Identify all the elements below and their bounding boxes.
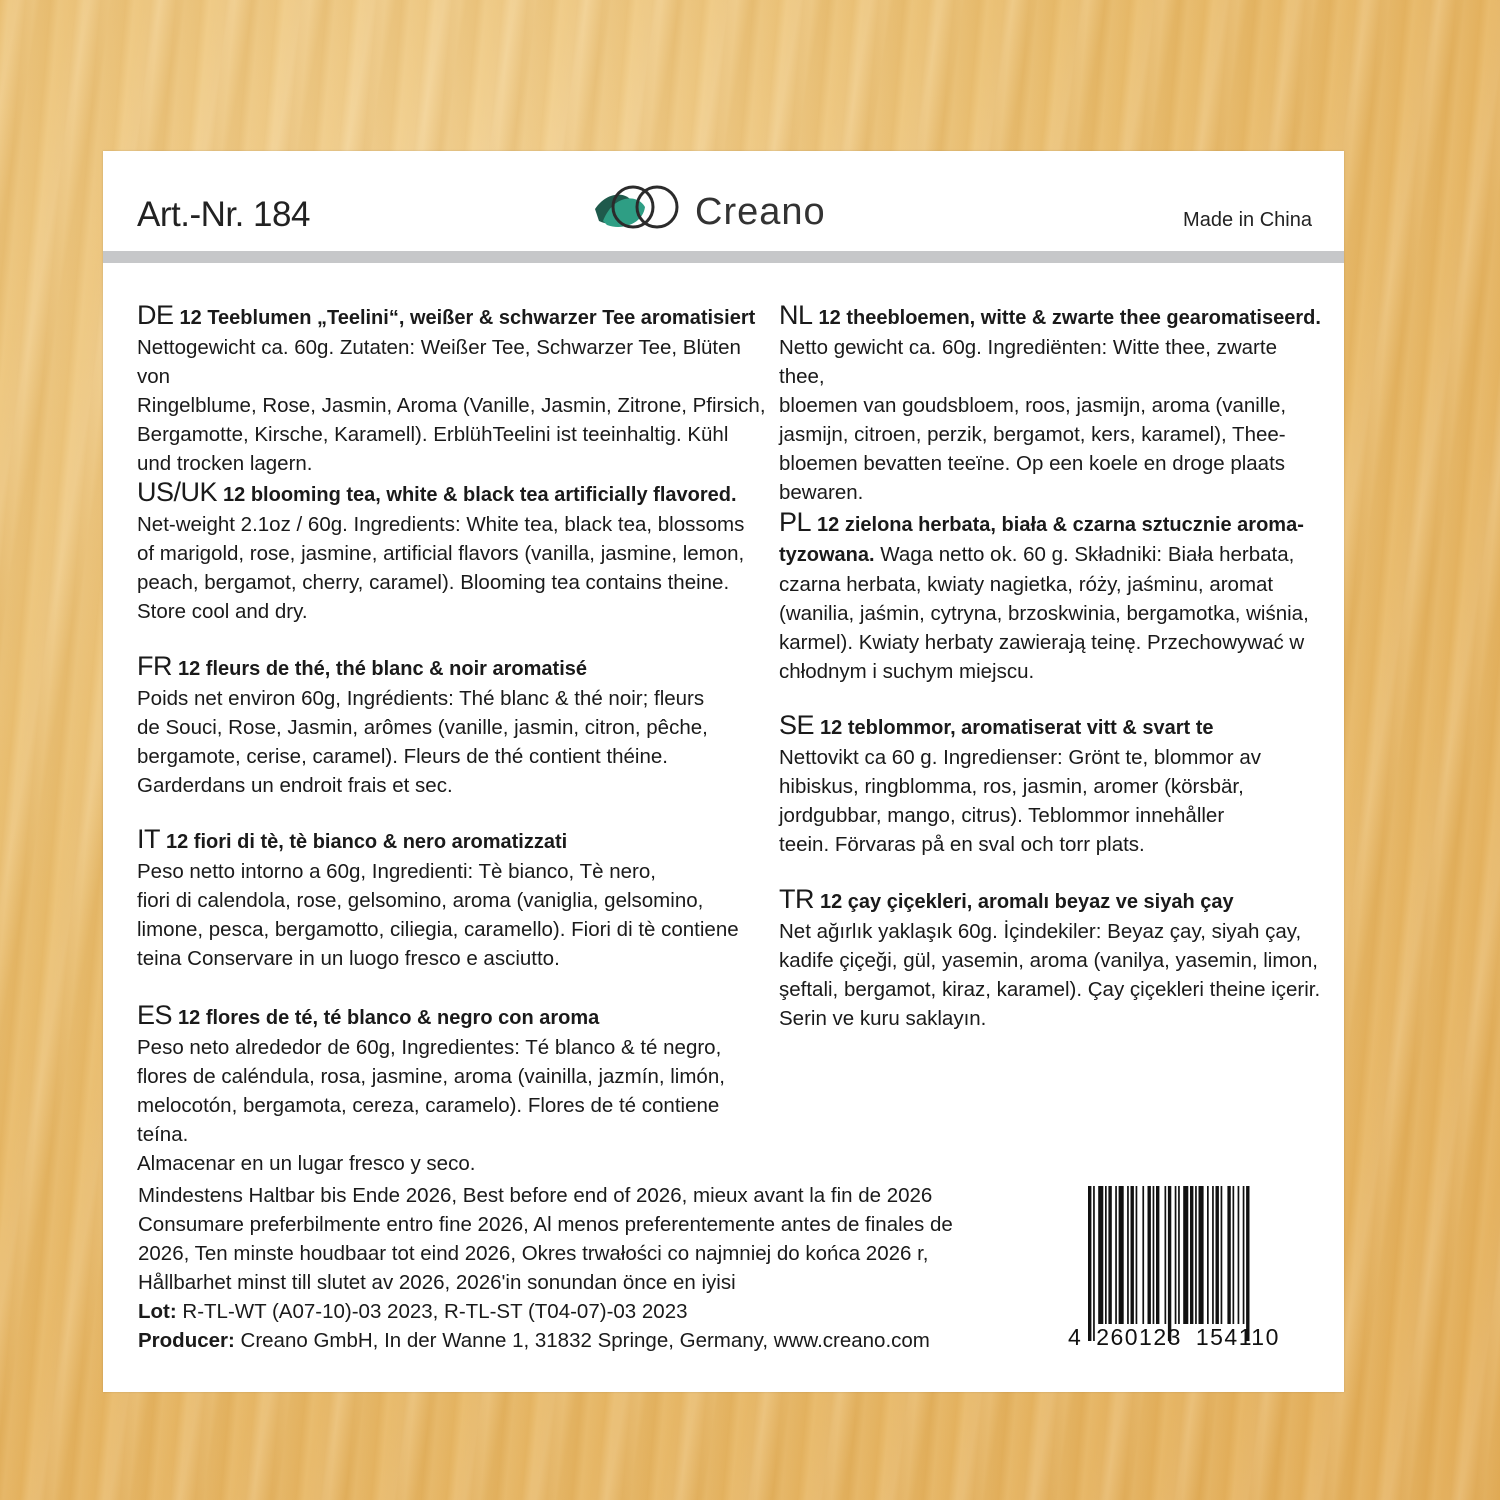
barcode-bar — [1093, 1186, 1095, 1341]
section-line: Poids net environ 60g, Ingrédients: Thé blanc & thé noir; fleurs — [137, 687, 705, 710]
barcode-bar — [1212, 1186, 1214, 1324]
barcode-digits-mid: 260123 — [1096, 1324, 1182, 1350]
best-before-line: Consumare preferbilmente entro fine 2026, Al menos preferentemente antes de finales de — [138, 1213, 953, 1236]
origin-text: Made in China — [1183, 209, 1312, 231]
best-before-line: 2026, Ten minste houdbaar tot eind 2026, Okres trwałości co najmniej do końca 2026 r, — [138, 1242, 929, 1265]
section-line: Net ağırlık yaklaşık 60g. İçindekiler: Beyaz çay, siyah çay, — [779, 920, 1302, 943]
barcode-bar — [1175, 1186, 1177, 1324]
section-headline: 12 fleurs de thé, thé blanc & noir aromatisé — [178, 658, 588, 680]
section-line: of marigold, rose, jasmine, artificial flavors (vanilla, jasmine, lemon, — [137, 542, 745, 565]
section-tr — [779, 885, 1320, 1033]
section-line: Nettogewicht ca. 60g. Zutaten: Weißer Tee, Schwarzer Tee, Blüten von — [137, 336, 741, 388]
barcode-bar — [1190, 1186, 1193, 1324]
brand-name: Creano — [695, 191, 826, 233]
label-header — [103, 151, 1344, 255]
label-footer — [138, 1181, 968, 1355]
section-headline: 12 blooming tea, white & black tea artificially flavored. — [223, 484, 737, 506]
barcode-bar — [1178, 1186, 1180, 1324]
barcode-bar — [1119, 1186, 1124, 1324]
barcode-bar — [1227, 1186, 1230, 1324]
section-line: Netto gewicht ca. 60g. Ingrediënten: Witte thee, zwarte thee, — [779, 336, 1277, 388]
barcode-bar — [1127, 1186, 1129, 1324]
section-line: Peso netto intorno a 60g, Ingredienti: Tè bianco, Tè nero, — [137, 860, 656, 883]
product-label — [103, 151, 1344, 1392]
section-line: Serin ve kuru saklayın. — [779, 1007, 987, 1030]
section-line: Almacenar en un lugar fresco y seco. — [137, 1152, 476, 1175]
barcode-bar — [1221, 1186, 1223, 1324]
barcode — [1088, 1186, 1308, 1341]
section-line: peach, bergamot, cherry, caramel). Blooming tea contains theine. — [137, 571, 730, 594]
section-line: bloemen bevatten teeïne. Op een koele en droge plaats — [779, 452, 1286, 475]
section-line: teein. Förvaras på en sval och torr plats. — [779, 833, 1145, 856]
section-line: Net-weight 2.1oz / 60g. Ingredients: White tea, black tea, blossoms — [137, 513, 745, 536]
section-nl — [779, 301, 1324, 507]
section-line: fiori di calendola, rose, gelsomino, aroma (vaniglia, gelsomino, — [137, 889, 704, 912]
barcode-bar — [1108, 1186, 1111, 1324]
barcode-bar — [1195, 1186, 1197, 1324]
section-es — [137, 1001, 767, 1178]
barcode-digits-last: 154110 — [1195, 1324, 1280, 1350]
section-line: Garderdans un endroit frais et sec. — [137, 774, 453, 797]
barcode-digits — [1068, 1324, 1280, 1351]
barcode-digit-first: 4 — [1068, 1324, 1083, 1350]
section-line: jordgubbar, mango, citrus). Teblommor innehåller — [779, 804, 1225, 827]
section-line: melocotón, bergamota, cereza, caramelo). Flores de té contiene teína. — [137, 1094, 720, 1146]
barcode-bar — [1165, 1186, 1167, 1324]
barcode-bar — [1136, 1186, 1138, 1324]
section-line: hibiskus, ringblomma, ros, jasmin, aromer (körsbär, — [779, 775, 1244, 798]
barcode-bar — [1098, 1186, 1103, 1324]
barcode-bar — [1233, 1186, 1235, 1324]
lang-code: PL — [779, 507, 812, 537]
section-line: Ringelblume, Rose, Jasmin, Aroma (Vanille, Jasmin, Zitrone, Pfirsich, — [137, 394, 766, 417]
barcode-bar — [1153, 1186, 1155, 1324]
section-it — [137, 825, 739, 973]
section-line: flores de caléndula, rosa, jasmine, aroma (vainilla, jazmín, limón, — [137, 1065, 725, 1088]
section-line: şeftali, bergamot, kiraz, karamel). Çay çiçekleri theine içerir. — [779, 978, 1321, 1001]
lot-line — [138, 1297, 968, 1326]
section-us-uk — [137, 478, 744, 626]
section-headline: 12 zielona herbata, biała & czarna sztucznie aroma- — [817, 514, 1304, 536]
section-line: und trocken lagern. — [137, 452, 313, 475]
section-pl — [779, 508, 1309, 686]
barcode-bar — [1142, 1186, 1144, 1324]
section-line: de Souci, Rose, Jasmin, arômes (vanille, jasmin, citron, pêche, — [137, 716, 708, 739]
barcode-bar — [1156, 1186, 1159, 1324]
lot-value: R-TL-WT (A07-10)-03 2023, R-TL-ST (T04-07)-03 2023 — [176, 1300, 688, 1323]
barcode-bar — [1183, 1186, 1188, 1324]
lot-label: Lot: — [138, 1300, 177, 1323]
section-line: teina Conservare in un luogo fresco e asciutto. — [137, 947, 560, 970]
lang-code: TR — [779, 884, 814, 914]
section-headline-cont: tyzowana. — [779, 544, 875, 566]
section-line: bewaren. — [779, 481, 864, 504]
section-headline: 12 fiori di tè, tè bianco & nero aromatizzati — [166, 831, 568, 853]
lang-code: NL — [779, 300, 813, 330]
section-de — [137, 301, 767, 478]
section-headline: 12 theebloemen, witte & zwarte thee gearomatiseerd. — [818, 307, 1321, 329]
section-headline: 12 teblommor, aromatiserat vitt & svart te — [820, 717, 1214, 739]
section-line: bergamote, cerise, caramel). Fleurs de thé contient théine. — [137, 745, 668, 768]
section-line: chłodnym i suchym miejscu. — [779, 660, 1035, 683]
section-line: czarna herbata, kwiaty nagietka, róży, jaśminu, aromat — [779, 573, 1274, 596]
barcode-bar — [1105, 1186, 1107, 1324]
section-line: Bergamotte, Kirsche, Karamell). ErblühTeelini ist teeinhaltig. Kühl — [137, 423, 729, 446]
lang-code: FR — [137, 651, 172, 681]
producer-line — [138, 1326, 968, 1355]
section-line: Waga netto ok. 60 g. Składniki: Biała herbata, — [874, 543, 1295, 566]
producer-label: Producer: — [138, 1329, 235, 1352]
section-line: karmel). Kwiaty herbaty zawierają teinę. Przechowywać w — [779, 631, 1305, 654]
barcode-bar — [1216, 1186, 1219, 1324]
header-divider — [103, 251, 1344, 263]
producer-value: Creano GmbH, In der Wanne 1, 31832 Springe, Germany, www.creano.com — [234, 1329, 930, 1352]
lang-code: ES — [137, 1000, 173, 1030]
barcode-bar — [1238, 1186, 1240, 1324]
section-line: Peso neto alrededor de 60g, Ingredientes: Té blanco & té negro, — [137, 1036, 722, 1059]
section-headline: 12 flores de té, té blanco & negro con aroma — [178, 1007, 600, 1029]
barcode-bar — [1199, 1186, 1204, 1324]
section-line: Nettovikt ca 60 g. Ingredienser: Grönt te, blommor av — [779, 746, 1261, 769]
barcode-bar — [1246, 1186, 1249, 1341]
section-line: kadife çiçeği, gül, yasemin, aroma (vanilya, yasemin, limon, — [779, 949, 1318, 972]
article-number: Art.-Nr. 184 — [137, 195, 310, 234]
section-line: bloemen van goudsbloem, roos, jasmijn, aroma (vanille, — [779, 394, 1287, 417]
section-headline: 12 Teeblumen „Teelini“, weißer & schwarzer Tee aromatisiert — [179, 307, 756, 329]
barcode-bar — [1115, 1186, 1117, 1324]
barcode-bar — [1131, 1186, 1134, 1324]
section-line: limone, pesca, bergamotto, ciliegia, caramello). Fiori di tè contiene — [137, 918, 739, 941]
lang-code: SE — [779, 710, 815, 740]
section-line: jasmijn, citroen, perzik, bergamot, kers, karamel), Thee- — [779, 423, 1286, 446]
best-before-line: Mindestens Haltbar bis Ende 2026, Best before end of 2026, mieux avant la fin de 2026 — [138, 1184, 933, 1207]
section-se — [779, 711, 1261, 859]
section-fr — [137, 652, 708, 800]
lang-code: US/UK — [137, 477, 218, 507]
barcode-bar — [1088, 1186, 1091, 1341]
barcode-bar — [1243, 1186, 1245, 1324]
lang-code: DE — [137, 300, 174, 330]
barcode-bar — [1148, 1186, 1151, 1324]
best-before-line: Hållbarhet minst till slutet av 2026, 2026'in sonundan önce en iyisi — [138, 1271, 736, 1294]
section-headline: 12 çay çiçekleri, aromalı beyaz ve siyah çay — [820, 891, 1234, 913]
section-line: Store cool and dry. — [137, 600, 308, 623]
section-line: (wanilia, jaśmin, cytryna, brzoskwinia, bergamotka, wiśnia, — [779, 602, 1309, 625]
lang-code: IT — [137, 824, 160, 854]
barcode-bar — [1207, 1186, 1209, 1324]
barcode-bar — [1168, 1186, 1171, 1341]
